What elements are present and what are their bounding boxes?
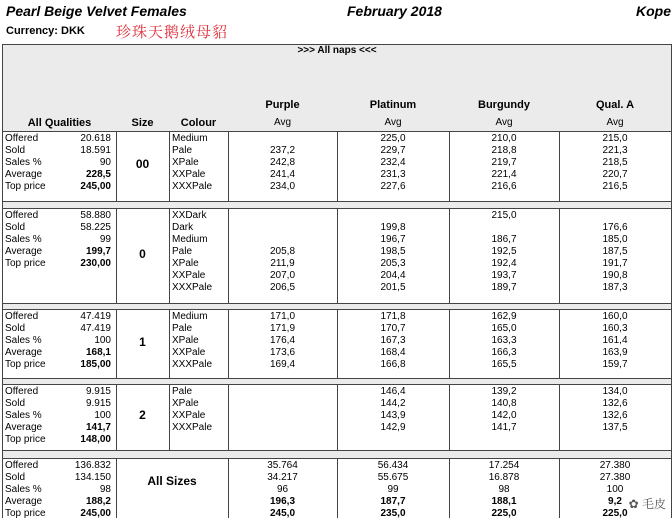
grade-value: 221,3 <box>602 145 628 156</box>
grade-value: 169,4 <box>269 359 296 370</box>
grade-value: 237,2 <box>269 145 296 156</box>
colour-label: Medium <box>172 234 208 245</box>
report-period: February 2018 <box>347 3 442 19</box>
grade-value: 176,4 <box>269 335 296 346</box>
colour-label: XXPale <box>172 169 206 180</box>
grade-value: 141,7 <box>491 422 517 433</box>
grade-value: 165,0 <box>491 323 517 334</box>
grade-value: 192,4 <box>491 258 517 269</box>
stat-label: Offered <box>5 133 39 144</box>
grid-line <box>228 208 229 303</box>
stat-label: Top price <box>5 434 46 445</box>
col-size: Size <box>131 117 154 129</box>
grid-line <box>3 378 671 379</box>
grade-value: 227,6 <box>380 181 406 192</box>
stat-label: Average <box>5 246 43 257</box>
grid-line <box>337 208 338 303</box>
total-value: 16.878 <box>488 472 520 483</box>
size-label: 2 <box>139 408 146 422</box>
stat-value: 99 <box>99 234 111 245</box>
colour-label: Medium <box>172 133 208 144</box>
total-value: 56.434 <box>377 460 409 471</box>
stat-value: 98 <box>99 484 111 495</box>
total-value: 196,3 <box>269 496 296 507</box>
grid-line <box>169 131 170 201</box>
grade-value: 193,7 <box>491 270 517 281</box>
grid-line <box>3 303 671 304</box>
stat-value: 58.880 <box>80 210 111 221</box>
grade-value: 225,0 <box>380 133 406 144</box>
stat-label: Average <box>5 496 43 507</box>
grade-value: 140,8 <box>491 398 517 409</box>
grade-value: 241,4 <box>269 169 296 180</box>
grid-line <box>449 458 450 518</box>
colour-label: XXPale <box>172 270 206 281</box>
grade-value: 160,0 <box>602 311 628 322</box>
grid-line <box>116 309 117 378</box>
stat-label: Sales % <box>5 484 42 495</box>
grid-line <box>3 450 671 451</box>
grade-value: 162,9 <box>491 311 517 322</box>
stat-label: Sales % <box>5 157 42 168</box>
grade-value: 144,2 <box>380 398 406 409</box>
grade-value: 167,3 <box>380 335 406 346</box>
grid-line <box>169 384 170 450</box>
grade-value: 186,7 <box>491 234 517 245</box>
grid-line <box>116 384 117 450</box>
grade-value: 185,0 <box>602 234 628 245</box>
stat-label: Sold <box>5 398 26 409</box>
grade-value: 163,9 <box>602 347 628 358</box>
grade-value: 207,0 <box>269 270 296 281</box>
grade-value: 161,4 <box>602 335 628 346</box>
grid-line <box>228 458 229 518</box>
grade-value: 216,5 <box>602 181 628 192</box>
grade-value: 198,5 <box>380 246 406 257</box>
total-value: 188,1 <box>491 496 517 507</box>
stat-label: Sold <box>5 222 26 233</box>
stat-label: Average <box>5 422 43 433</box>
grid-line <box>169 309 170 378</box>
stat-value: 141,7 <box>85 422 111 433</box>
grade-1-avg-label: Avg <box>384 117 402 128</box>
grid-line <box>449 131 450 201</box>
stat-value: 58.225 <box>80 222 111 233</box>
grade-value: 171,8 <box>380 311 406 322</box>
grade-value: 242,8 <box>269 157 296 168</box>
grade-value: 191,7 <box>602 258 628 269</box>
grid-line <box>3 201 671 202</box>
grade-value: 218,8 <box>491 145 517 156</box>
colour-label: XPale <box>172 258 199 269</box>
grade-value: 137,5 <box>602 422 628 433</box>
stat-value: 47.419 <box>80 323 111 334</box>
stat-value: 245,00 <box>80 181 111 192</box>
grade-value: 229,7 <box>380 145 406 156</box>
grid-line <box>337 131 338 201</box>
stat-label: Top price <box>5 258 46 269</box>
stat-value: 100 <box>94 335 111 346</box>
total-value: 225,0 <box>491 508 517 519</box>
grade-value: 163,3 <box>491 335 517 346</box>
grade-value: 232,4 <box>380 157 406 168</box>
stat-label: Sold <box>5 323 26 334</box>
auction-results-table <box>2 44 672 518</box>
chinese-caption: 珍珠天鹅绒母貂 <box>116 24 229 41</box>
watermark-text: 毛皮 <box>641 497 666 511</box>
grade-value: 211,9 <box>270 258 295 269</box>
stat-value: 100 <box>94 410 111 421</box>
total-value: 96 <box>276 484 289 495</box>
grade-value: 234,0 <box>269 181 296 192</box>
colour-label: XXXPale <box>172 422 213 433</box>
stat-value: 245,00 <box>80 508 111 519</box>
grid-line <box>559 131 560 201</box>
grade-value: 216,6 <box>491 181 517 192</box>
total-value: 235,0 <box>380 508 406 519</box>
grade-value: 134,0 <box>602 386 628 397</box>
grid-line <box>559 384 560 450</box>
grade-2-name: Burgundy <box>478 99 530 111</box>
total-value: 225,0 <box>602 508 628 519</box>
grade-value: 218,5 <box>602 157 628 168</box>
grade-value: 142,0 <box>491 410 517 421</box>
total-value: 100 <box>606 484 624 495</box>
colour-label: Medium <box>172 311 208 322</box>
stat-value: 188,2 <box>85 496 111 507</box>
stat-value: 20.618 <box>80 133 111 144</box>
grade-value: 139,2 <box>491 386 517 397</box>
total-value: 34.217 <box>267 472 298 483</box>
stat-label: Sales % <box>5 335 42 346</box>
colour-label: Dark <box>172 222 194 233</box>
stat-value: 9.915 <box>85 386 111 397</box>
stat-label: Offered <box>5 460 39 471</box>
stat-label: Average <box>5 169 43 180</box>
colour-label: XXPale <box>172 410 206 421</box>
grid-line <box>116 208 117 303</box>
grade-value: 221,4 <box>491 169 517 180</box>
grade-3-avg-label: Avg <box>606 117 624 128</box>
wechat-icon: ✿ <box>628 497 639 511</box>
grid-line <box>228 384 229 450</box>
grade-1-name: Platinum <box>369 99 417 111</box>
stat-label: Offered <box>5 210 39 221</box>
grade-0-name: Purple <box>265 99 300 111</box>
grade-value: 205,8 <box>269 246 296 257</box>
grade-value: 201,5 <box>380 282 406 293</box>
colour-label: XPale <box>172 335 199 346</box>
grade-value: 170,7 <box>380 323 406 334</box>
grade-value: 190,8 <box>602 270 628 281</box>
grid-line <box>228 131 229 201</box>
grade-value: 220,7 <box>602 169 628 180</box>
total-value: 99 <box>387 484 399 495</box>
total-value: 17.254 <box>488 460 520 471</box>
colour-label: XXDark <box>172 210 207 221</box>
grade-value: 192,5 <box>491 246 517 257</box>
stat-value: 230,00 <box>80 258 111 269</box>
stat-value: 134.150 <box>74 472 111 483</box>
colour-label: XXXPale <box>172 359 213 370</box>
grid-line <box>169 208 170 303</box>
size-label: 1 <box>139 334 146 349</box>
stat-value: 136.832 <box>74 460 111 471</box>
grade-value: 215,0 <box>491 210 517 221</box>
stat-label: Sales % <box>5 234 42 245</box>
grade-value: 168,4 <box>380 347 406 358</box>
grade-value: 173,6 <box>269 347 296 358</box>
grid-line <box>559 309 560 378</box>
stat-label: Offered <box>5 311 39 322</box>
stat-label: Average <box>5 347 43 358</box>
grade-value: 171,9 <box>269 323 296 334</box>
grade-value: 187,5 <box>602 246 628 257</box>
colour-label: XXPale <box>172 347 206 358</box>
col-colour: Colour <box>180 117 217 129</box>
total-value: 27.380 <box>599 460 631 471</box>
grade-value: 204,4 <box>380 270 406 281</box>
total-value: 55.675 <box>377 472 409 483</box>
grid-line <box>116 131 117 201</box>
grade-value: 142,9 <box>380 422 406 433</box>
colour-label: Pale <box>172 246 193 257</box>
stat-label: Top price <box>5 181 46 192</box>
total-value: 27.380 <box>599 472 631 483</box>
grade-value: 210,0 <box>491 133 517 144</box>
total-value: 98 <box>498 484 510 495</box>
currency-label: Currency: DKK <box>6 25 85 37</box>
stat-value: 90 <box>99 157 111 168</box>
grade-value: 132,6 <box>602 398 628 409</box>
grid-line <box>559 458 560 518</box>
grade-0-avg-label: Avg <box>273 117 292 128</box>
grid-line <box>449 208 450 303</box>
total-value: 187,7 <box>380 496 406 507</box>
colour-label: XXXPale <box>172 282 213 293</box>
grid-line <box>559 208 560 303</box>
stat-value: 18.591 <box>80 145 111 156</box>
grade-value: 165,5 <box>491 359 517 370</box>
grid-line <box>337 309 338 378</box>
size-label: 00 <box>135 157 150 171</box>
grade-value: 166,3 <box>491 347 517 358</box>
grade-value: 215,0 <box>602 133 628 144</box>
stat-label: Sold <box>5 145 26 156</box>
colour-label: XPale <box>172 398 199 409</box>
grade-value: 187,3 <box>602 282 628 293</box>
grade-value: 219,7 <box>491 157 517 168</box>
grade-value: 176,6 <box>602 222 628 233</box>
report-org: Kope <box>636 3 671 19</box>
grade-2-avg-label: Avg <box>495 117 513 128</box>
grade-value: 146,4 <box>380 386 406 397</box>
grade-value: 205,3 <box>380 258 406 269</box>
stat-label: Top price <box>5 359 46 370</box>
stat-value: 199,7 <box>85 246 111 257</box>
grid-line <box>337 384 338 450</box>
stat-label: Sold <box>5 472 26 483</box>
stat-label: Sales % <box>5 410 42 421</box>
col-all-qualities: All Qualities <box>27 117 92 129</box>
grade-value: 159,7 <box>602 359 628 370</box>
grid-line <box>228 309 229 378</box>
grade-value: 171,0 <box>269 311 296 322</box>
grade-value: 231,3 <box>380 169 406 180</box>
stat-label: Offered <box>5 386 39 397</box>
grade-value: 160,3 <box>602 323 628 334</box>
grade-3-name: Qual. A <box>595 99 635 111</box>
colour-label: XXXPale <box>172 181 213 192</box>
banner-all-naps: >>> All naps <<< <box>297 45 377 56</box>
stat-value: 168,1 <box>85 347 111 358</box>
stat-label: Top price <box>5 508 46 519</box>
grade-value: 143,9 <box>380 410 406 421</box>
stat-value: 9.915 <box>85 398 111 409</box>
grade-value: 166,8 <box>380 359 406 370</box>
stat-value: 148,00 <box>80 434 111 445</box>
report-title: Pearl Beige Velvet Females <box>6 3 187 19</box>
grid-line <box>116 458 117 518</box>
size-label: 0 <box>139 246 146 261</box>
all-sizes-label: All Sizes <box>147 474 197 488</box>
grade-value: 189,7 <box>491 282 517 293</box>
colour-label: Pale <box>172 145 193 156</box>
watermark-badge <box>629 495 666 512</box>
grade-value: 199,8 <box>380 222 406 233</box>
total-value: 9,2 <box>608 496 622 507</box>
colour-label: XPale <box>172 157 199 168</box>
colour-label: Pale <box>172 323 193 334</box>
stat-value: 47.419 <box>80 311 111 322</box>
stat-value: 185,00 <box>80 359 111 370</box>
grade-value: 196,7 <box>380 234 406 245</box>
grade-value: 206,5 <box>269 282 296 293</box>
grade-value: 132,6 <box>602 410 628 421</box>
grid-line <box>449 384 450 450</box>
grid-line <box>449 309 450 378</box>
grid-line <box>337 458 338 518</box>
total-value: 35.764 <box>267 460 298 471</box>
colour-label: Pale <box>172 386 193 397</box>
total-value: 245,0 <box>269 508 296 519</box>
stat-value: 228,5 <box>85 169 111 180</box>
